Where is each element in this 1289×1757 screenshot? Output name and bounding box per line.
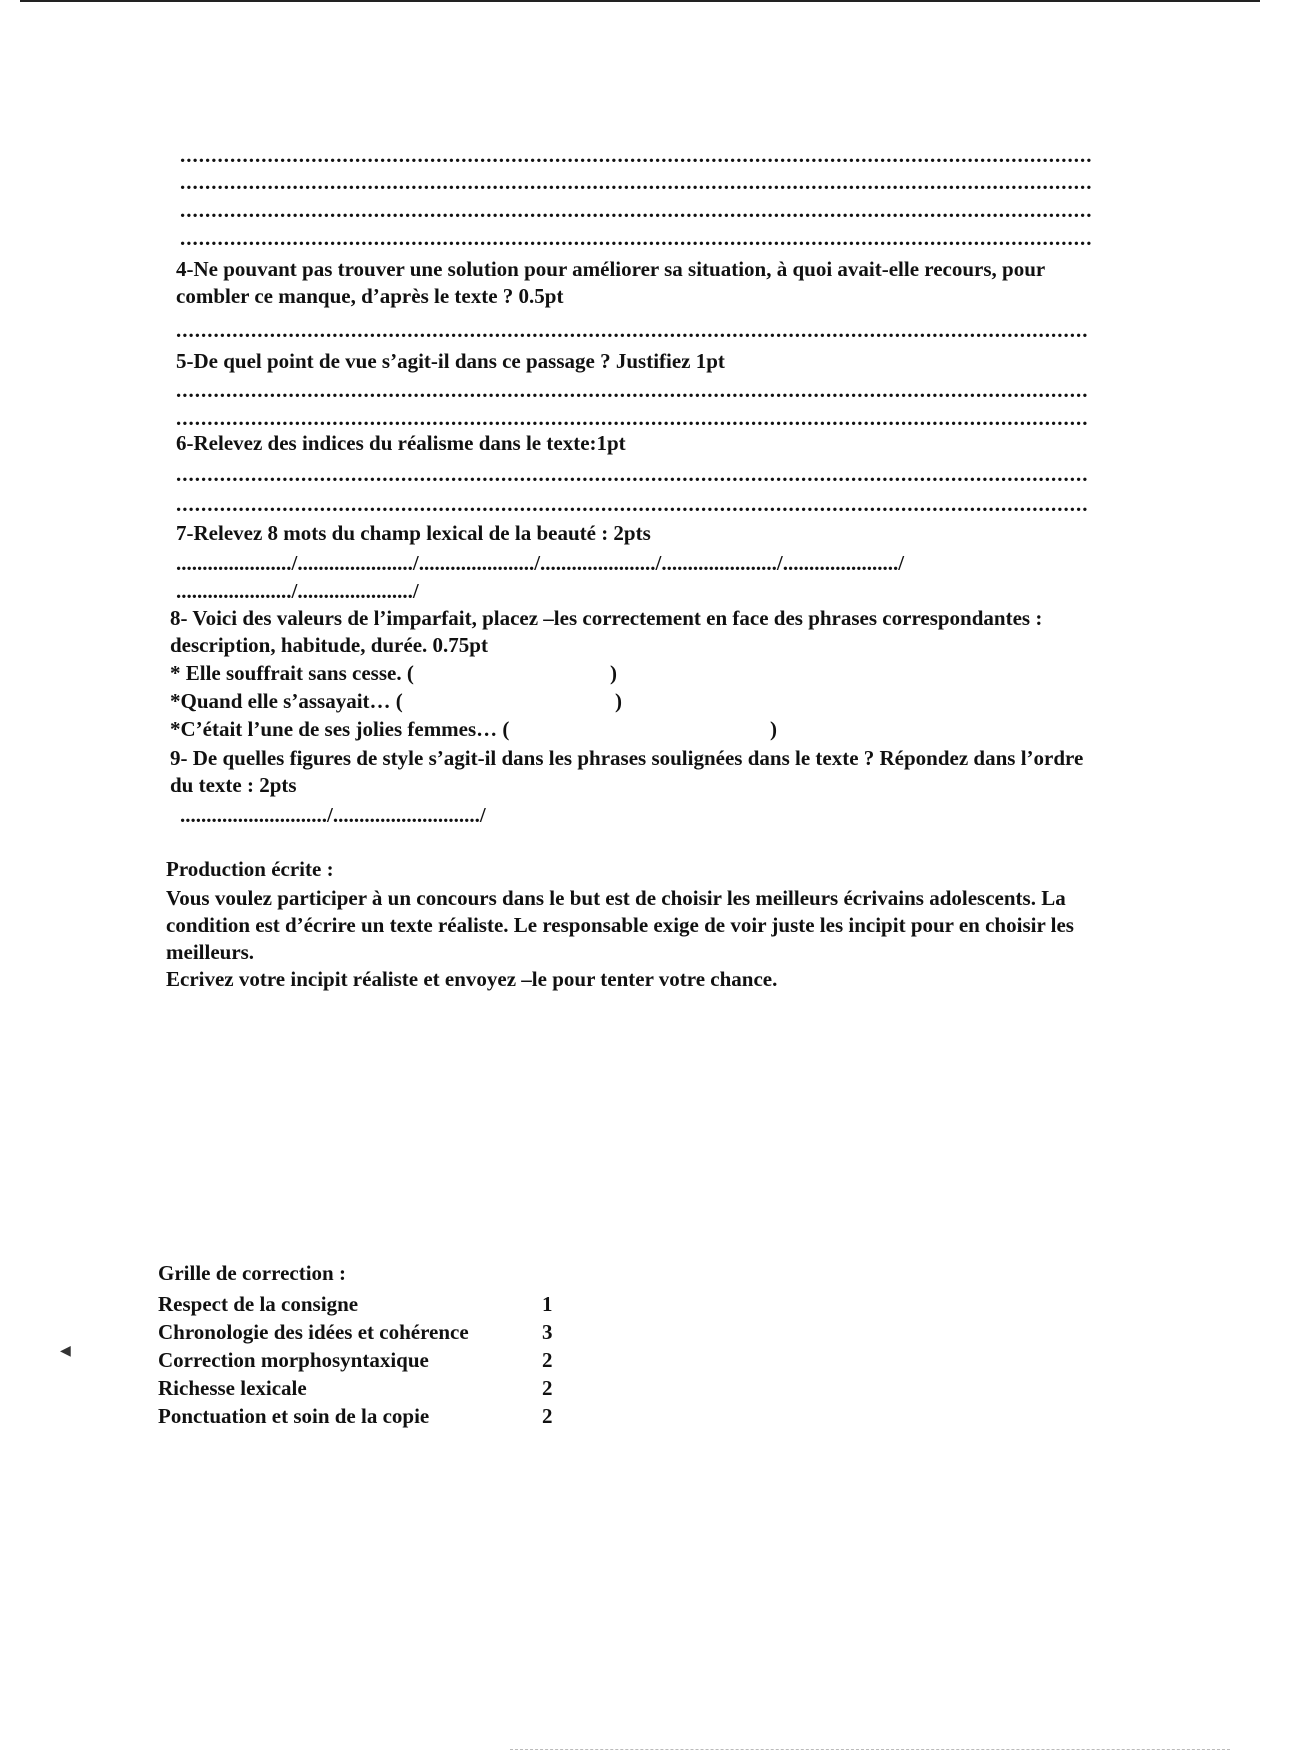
answer-line: ..................................................................................................................................................	[180, 172, 1093, 192]
slash: /	[479, 803, 486, 827]
slash: /	[291, 579, 298, 603]
grid-points: 2	[542, 1375, 553, 1400]
grid-points: 2	[542, 1347, 553, 1372]
item-sentence: *C’était l’une de ses jolies femmes… (	[170, 717, 510, 741]
word-blank: ......................	[782, 551, 899, 575]
item-close-paren: )	[610, 661, 617, 685]
grading-grid	[158, 1290, 582, 1430]
answer-line: ..................................................................................................................................................	[180, 228, 1093, 248]
word-blanks-row-2	[176, 578, 419, 604]
question-8: 8- Voici des valeurs de l’imparfait, placez –les correctement en face des phrases correspondantes : description, habitude, durée. 0.75pt	[170, 606, 1043, 657]
slash: /	[291, 551, 298, 575]
grid-row	[158, 1346, 582, 1374]
figure-blank: ............................	[332, 803, 480, 827]
slash: /	[776, 551, 783, 575]
word-blank: ......................	[661, 551, 777, 575]
grid-criterion: Correction morphosyntaxique	[158, 1347, 429, 1372]
slash: /	[534, 551, 541, 575]
answer-line: ..................................................................................................................................................	[176, 408, 1089, 428]
question-5: 5-De quel point de vue s’agit-il dans ce passage ? Justifiez 1pt	[176, 349, 725, 373]
grid-row	[158, 1290, 582, 1318]
imparfait-item-2	[170, 688, 630, 715]
slash: /	[412, 579, 419, 603]
slash: /	[655, 551, 662, 575]
answer-line: ..................................................................................................................................................	[176, 464, 1089, 484]
grid-criterion: Respect de la consigne	[158, 1291, 359, 1316]
grid-criterion: Richesse lexicale	[158, 1375, 307, 1400]
answer-line: ..................................................................................................................................................	[176, 380, 1089, 400]
answer-line: ..................................................................................................................................................	[176, 320, 1089, 340]
grading-grid-title: Grille de correction :	[158, 1261, 346, 1285]
slash: /	[898, 551, 905, 575]
question-4: 4-Ne pouvant pas trouver une solution pour améliorer sa situation, à quoi avait-elle recours, pour combler ce manque, d’après le texte ? 0.5pt	[176, 257, 1045, 308]
production-paragraph-2: Ecrivez votre incipit réaliste et envoyez –le pour tenter votre chance.	[166, 967, 778, 991]
word-blank: ......................	[176, 579, 292, 603]
figure-blanks-row	[180, 802, 486, 828]
production-title: Production écrite :	[166, 857, 334, 881]
scan-speck: ◀	[60, 1344, 71, 1359]
question-7: 7-Relevez 8 mots du champ lexical de la beauté : 2pts	[176, 521, 651, 545]
item-sentence: *Quand elle s’assayait… (	[170, 689, 403, 713]
grid-criterion: Chronologie des idées et cohérence	[158, 1319, 469, 1344]
answer-line: ..................................................................................................................................................	[180, 145, 1093, 165]
grid-points: 3	[542, 1319, 553, 1344]
production-instructions	[166, 885, 1126, 993]
word-blank: ......................	[297, 551, 413, 575]
item-sentence: * Elle souffrait sans cesse. (	[170, 661, 414, 685]
bottom-scan-edge	[510, 1749, 1230, 1750]
grid-row	[158, 1318, 582, 1346]
grid-points: 2	[542, 1403, 553, 1428]
grid-points: 1	[542, 1291, 553, 1316]
grid-row	[158, 1374, 582, 1402]
item-close-paren: )	[615, 689, 622, 713]
top-border-line	[20, 0, 1260, 2]
word-blank: ......................	[297, 579, 413, 603]
slash: /	[412, 551, 419, 575]
word-blank: ......................	[540, 551, 656, 575]
slash: /	[327, 803, 333, 827]
question-9: 9- De quelles figures de style s’agit-il dans les phrases soulignées dans le texte ? Répondez dans l’ordre du texte : 2pts	[170, 746, 1084, 797]
figure-blank: ............................	[180, 803, 327, 827]
grid-criterion: Ponctuation et soin de la copie	[158, 1403, 430, 1428]
imparfait-item-1	[170, 660, 630, 687]
word-blanks-row-1	[176, 550, 904, 576]
imparfait-item-3	[170, 716, 790, 743]
production-paragraph-1: Vous voulez participer à un concours dans le but est de choisir les meilleurs écrivains adolescents. La condition est d’écrire un texte réaliste. Le responsable exige de voir juste les incipit pour en choisir les meilleurs.	[166, 886, 1074, 964]
question-6: 6-Relevez des indices du réalisme dans le texte:1pt	[176, 431, 626, 455]
item-close-paren: )	[770, 717, 777, 741]
answer-line: ..................................................................................................................................................	[180, 200, 1093, 220]
answer-line: ..................................................................................................................................................	[176, 494, 1089, 514]
grid-row	[158, 1402, 582, 1430]
word-blank: ......................	[176, 551, 292, 575]
word-blank: ......................	[418, 551, 535, 575]
